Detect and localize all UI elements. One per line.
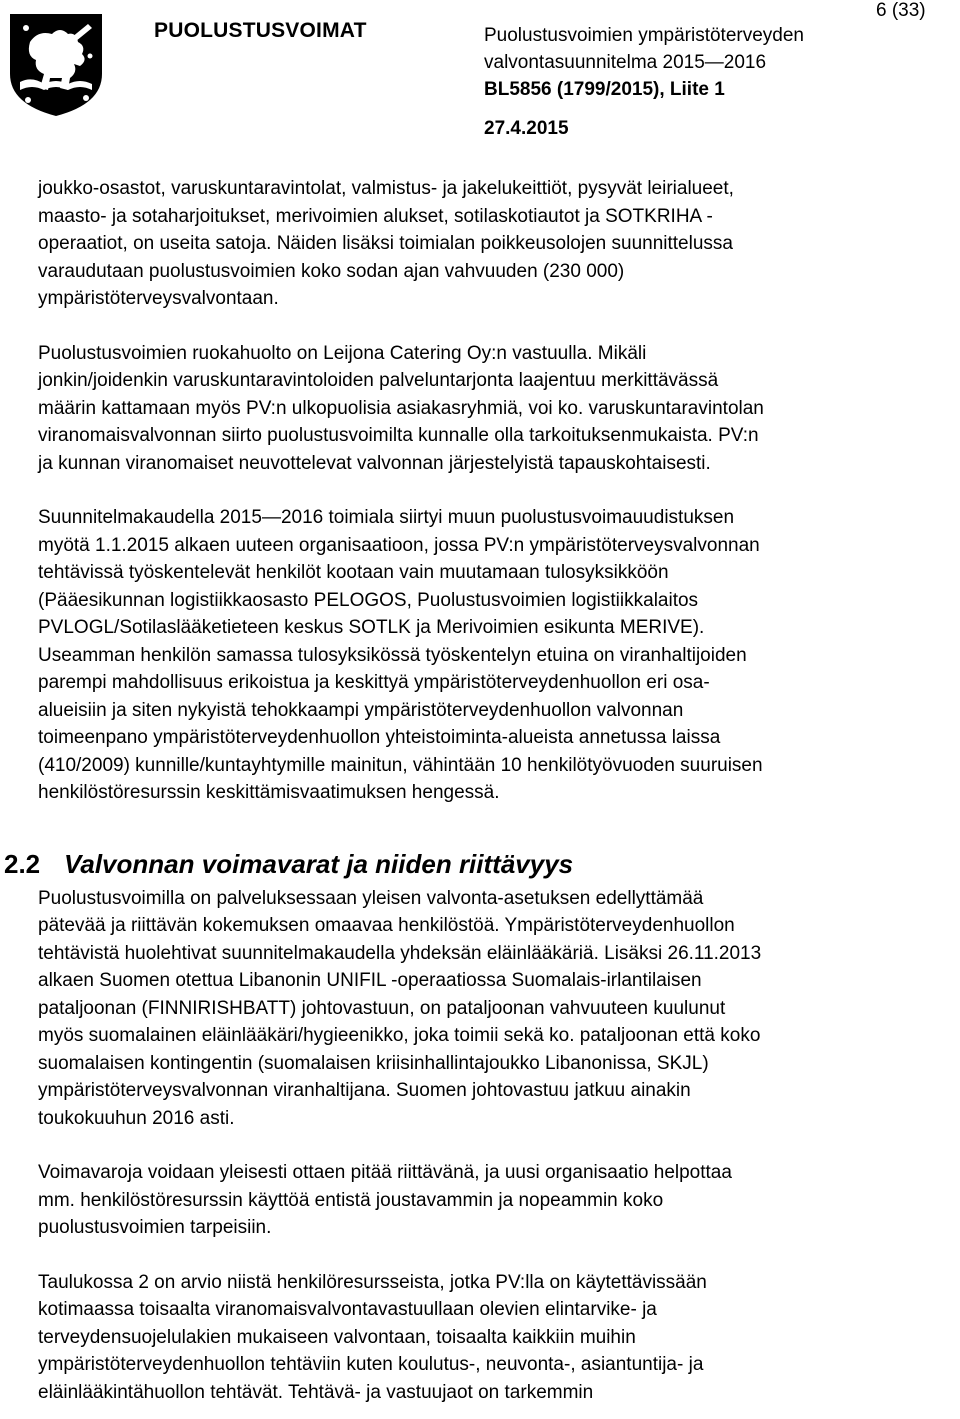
text-line: ja kunnan viranomaiset neuvottelevat valvonnan järjestelyistä tapauskohtaisesti. bbox=[38, 452, 711, 474]
text-line: myös suomalainen eläinlääkäri/hygieenikko, joka toimii sekä ko. pataljoonan että koko bbox=[38, 1025, 761, 1046]
text-line: henkilöstöresurssin keskittämisvaatimuksen hengessä. bbox=[38, 782, 500, 803]
text-line: tehtävissä työskentelevät henkilöt kootaan vain muutamaan tulosyksikköön bbox=[38, 562, 669, 583]
document-body bbox=[4, 175, 956, 1406]
text-line: Useamman henkilön samassa tulosyksikössä työskentelyn etuina on viranhaltijoiden bbox=[38, 644, 747, 666]
text-line: mm. henkilöstöresurssin käyttöä entistä joustavammin ja nopeammin koko bbox=[38, 1189, 664, 1211]
text-line: Puolustusvoimien ruokahuolto on Leijona Catering Oy:n vastuulla. Mikäli bbox=[38, 342, 647, 364]
text-line: ympäristöterveydenhuollon tehtäviin kuten koulutus-, neuvonta-, asiantuntija- ja bbox=[38, 1354, 704, 1375]
text-line: viranomaisvalvonnan siirto puolustusvoimilta kunnalle olla tarkoituksenmukaista. PV:n bbox=[38, 425, 759, 446]
paragraph-5 bbox=[38, 1159, 956, 1242]
text-line: Voimavaroja voidaan yleisesti ottaen pitää riittävänä, ja uusi organisaatio helpottaa bbox=[38, 1162, 732, 1183]
section-heading bbox=[4, 847, 956, 881]
text-line: alueisiin ja siten nykyistä tehokkaampi ympäristöterveydenhuollon valvonnan bbox=[38, 699, 684, 721]
lion-coat-of-arms-icon bbox=[8, 12, 104, 118]
paragraph-4 bbox=[38, 885, 956, 1133]
text-line: Suunnitelmakaudella 2015—2016 toimiala siirtyi muun puolustusvoimauudistuksen bbox=[38, 507, 735, 528]
text-line: ympäristöterveysvalvontaan. bbox=[38, 288, 279, 309]
text-line: pätevää ja riittävän kokemuksen omaavaa henkilöstöä. Ympäristöterveydenhuollon bbox=[38, 915, 735, 936]
text-line: määrin kattamaan myös PV:n ulkopuolisia asiakasryhmiä, voi ko. varuskuntaravintolan bbox=[38, 397, 764, 419]
paragraph-3 bbox=[38, 504, 956, 807]
section-title: Valvonnan voimavarat ja niiden riittävyys bbox=[64, 848, 574, 879]
paragraph-6 bbox=[38, 1269, 956, 1407]
document-reference: BL5856 (1799/2015), Liite 1 bbox=[484, 79, 725, 100]
text-line: PVLOGL/Sotilaslääketieteen keskus SOTLK ja Merivoimien esikunta MERIVE). bbox=[38, 617, 705, 638]
document-title-line-2: valvontasuunnitelma 2015—2016 bbox=[484, 52, 767, 73]
text-line: parempi mahdollisuus erikoistua ja keskittyä ympäristöterveydenhuollon eri osa- bbox=[38, 672, 710, 693]
paragraph-1 bbox=[38, 175, 956, 313]
text-line: varaudutaan puolustusvoimien koko sodan ajan vahvuuden (230 000) bbox=[38, 260, 625, 282]
document-title-block bbox=[484, 22, 804, 103]
text-line: operaatiot, on useita satoja. Näiden lisäksi toimialan poikkeusolojen suunnittelussa bbox=[38, 233, 733, 254]
text-line: kotimaassa toisaalta viranomaisvalvontavastuullaan olevien elintarvike- ja bbox=[38, 1299, 657, 1320]
organization-name: PUOLUSTUSVOIMAT bbox=[154, 19, 367, 42]
text-line: pataljoonan (FINNIRISHBATT) johtovastuun, on pataljoonan vahvuuteen kuulunut bbox=[38, 997, 726, 1019]
document-title-line-1: Puolustusvoimien ympäristöterveyden bbox=[484, 25, 804, 46]
text-line: puolustusvoimien tarpeisiin. bbox=[38, 1217, 272, 1238]
text-line: joukko-osastot, varuskuntaravintolat, valmistus- ja jakelukeittiöt, pysyvät leirialueet, bbox=[38, 178, 734, 199]
text-line: (Pääesikunnan logistiikkaosasto PELOGOS, Puolustusvoimien logistiikkalaitos bbox=[38, 589, 699, 611]
page-number: 6 (33) bbox=[876, 0, 926, 21]
text-line: (410/2009) kunnille/kuntayhtymille mainitun, vähintään 10 henkilötyövuoden suuruisen bbox=[38, 754, 763, 776]
text-line: eläinlääkintähuollon tehtävät. Tehtävä- ja vastuujaot on tarkemmin bbox=[38, 1381, 594, 1403]
coat-of-arms-logo bbox=[8, 12, 104, 118]
text-line: Taulukossa 2 on arvio niistä henkilöresursseista, jotka PV:lla on käytettävissään bbox=[38, 1271, 707, 1293]
text-line: maasto- ja sotaharjoitukset, merivoimien alukset, sotilaskotiautot ja SOTKRIHA - bbox=[38, 205, 713, 227]
text-line: suomalaisen kontingentin (suomalaisen kriisinhallintajoukko Libanonissa, SKJL) bbox=[38, 1052, 709, 1074]
paragraph-2 bbox=[38, 340, 956, 478]
text-line: jonkin/joidenkin varuskuntaravintoloiden palveluntarjonta laajentuu merkittävässä bbox=[38, 370, 719, 391]
text-line: ympäristöterveysvalvonnan viranhaltijana. Suomen johtovastuu jatkuu ainakin bbox=[38, 1080, 691, 1101]
text-line: toukokuuhun 2016 asti. bbox=[38, 1107, 235, 1129]
text-line: alkaen Suomen otettua Libanonin UNIFIL -operaatiossa Suomalais-irlantilaisen bbox=[38, 970, 702, 991]
text-line: myötä 1.1.2015 alkaen uuteen organisaatioon, jossa PV:n ympäristöterveysvalvonnan bbox=[38, 534, 760, 556]
document-date: 27.4.2015 bbox=[484, 118, 569, 139]
text-line: tehtävistä huolehtivat suunnitelmakaudella yhdeksän eläinlääkäriä. Lisäksi 26.11.2013 bbox=[38, 942, 762, 964]
text-line: toimeenpano ympäristöterveydenhuollon yhteistoiminta-alueista annetussa laissa bbox=[38, 727, 721, 748]
section-number: 2.2 bbox=[4, 848, 41, 879]
text-line: terveydensuojelulakien mukaiseen valvontaan, toisaalta kaikkiin muihin bbox=[38, 1326, 636, 1348]
text-line: Puolustusvoimilla on palveluksessaan yleisen valvonta-asetuksen edellyttämää bbox=[38, 887, 704, 909]
